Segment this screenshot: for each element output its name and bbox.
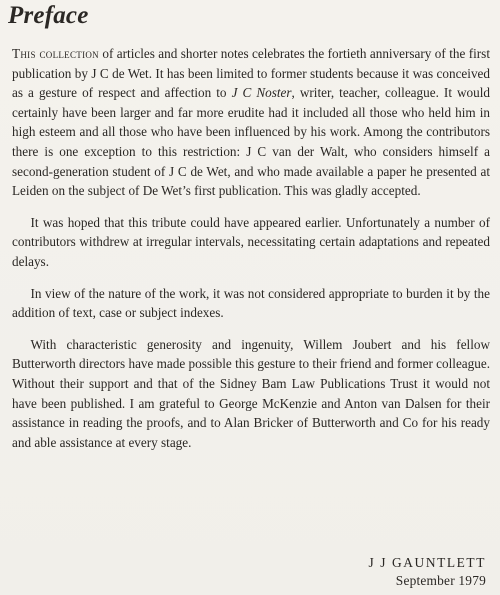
page-title: Preface: [8, 2, 89, 29]
signature-name: J J GAUNTLETT: [368, 555, 486, 570]
paragraph-1: [12, 44, 490, 201]
preface-body: [12, 44, 490, 452]
paragraph-2: It was hoped that this tribute could have appeared earlier. Unfortunately a number of contributors withdrew at irregular intervals, necessitating certain adaptations and repeated delays.: [12, 214, 490, 269]
paragraph-3: In view of the nature of the work, it was not considered appropriate to burden it by the addition of text, case or subject indexes.: [12, 285, 490, 321]
paragraph-1-lead: This collection: [12, 46, 99, 61]
signature-date: September 1979: [395, 573, 486, 588]
paragraph-1-text-b: , writer, teacher, colleague. It would certainly have been larger and far more erudite had it included all those who held him in high esteem and all those who have been influenced by his work. Among the contributors there is one exception to this restriction: J C van der Walt, who considers himself a second-generation student of J C de Wet, and who made available a paper he presented at Leiden on the subject of De Wet’s first publication. This was gladly accepted.: [12, 85, 490, 199]
signature-block: [369, 554, 487, 590]
paragraph-4: With characteristic generosity and ingenuity, Willem Joubert and his fellow Butterworth directors have made possible this gesture to their friend and former colleague. Without their support and that of the Sidney Bam Law Publications Trust it would not have been published. I am grateful to George McKenzie and Anton van Dalsen for their assistance in reading the proofs, and to Alan Bricker of Butterworth and Co for his ready and able assistance at every stage.: [12, 336, 490, 450]
paragraph-1-text-a: of articles and shorter notes celebrates the fortieth anniversary of the first publication by J C de Wet. It has been limited to former students because it was conceived as a gesture of respect and affection to: [12, 46, 490, 101]
paragraph-1-emphasis: J C Noster: [231, 85, 292, 101]
